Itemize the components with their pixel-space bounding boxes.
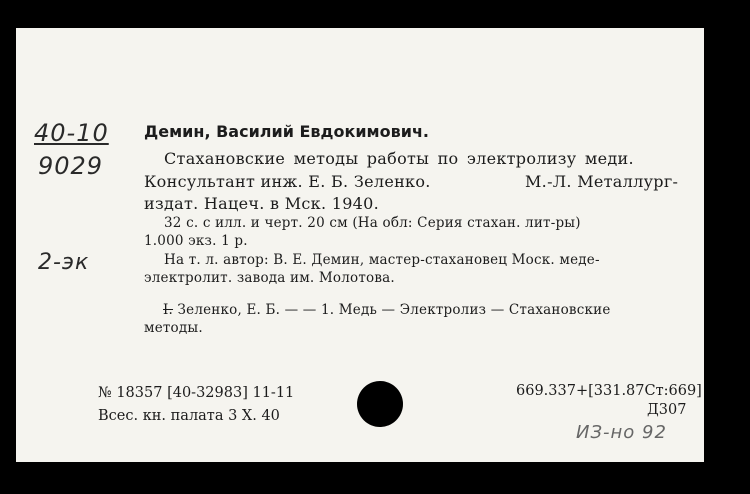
punch-hole [357,381,403,427]
tracing-struck-numeral: I. [163,302,174,318]
tracing-text: Зеленко, Е. Б. — — 1. Медь — Электролиз — Стахановские [177,302,611,318]
shelf-code: Д307 [647,402,687,418]
author-heading: Демин, Василий Евдокимович. [144,122,429,141]
title-line-2-left: Консультант инж. Е. Б. Зеленко. [144,172,431,191]
handwritten-bottom-right: ИЗ-но 92 [576,422,667,443]
classification-code: 669.337+[331.87Ст:669] [516,383,702,399]
book-chamber-line: Всес. кн. палата 3 X. 40 [98,408,280,424]
title-line-2-right: М.-Л. Металлург- [525,172,679,191]
tracing-line-1 [163,302,611,318]
title-line-3: издат. Нацеч. в Мск. 1940. [144,194,380,213]
tracing-line-2: методы. [144,320,203,336]
catalog-card [16,28,704,462]
card-number-line: № 18357 [40-32983] 11-11 [98,385,295,401]
collation-line-1: 32 с. с илл. и черт. 20 см (На обл: Серия стахан. лит-ры) [164,215,581,231]
handwritten-mark: 2-эк [38,250,90,275]
note-line-1: На т. л. автор: В. Е. Демин, мастер-стахановец Моск. меде- [164,252,600,268]
title-line-1: Стахановские методы работы по электролизу меди. [164,149,634,168]
handwritten-call-number-top: 40-10 [34,119,109,147]
collation-line-2: 1.000 экз. 1 р. [144,233,248,249]
handwritten-call-number-bottom: 9029 [38,152,104,180]
note-line-2: электролит. завода им. Молотова. [144,270,395,286]
